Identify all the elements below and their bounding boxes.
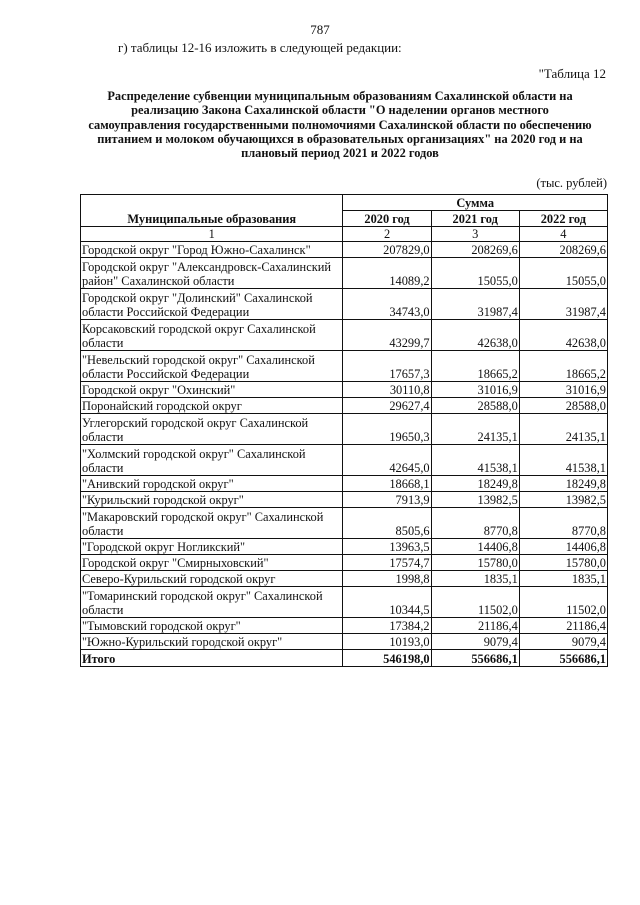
value-2021: 31016,9 (431, 382, 519, 398)
table-row (81, 618, 608, 634)
value-2022: 24135,1 (519, 414, 607, 445)
municipality-name: "Городской округ Ногликский" (81, 539, 343, 555)
municipality-name: "Тымовский городской округ" (81, 618, 343, 634)
value-2020: 42645,0 (343, 445, 431, 476)
value-2022: 9079,4 (519, 634, 607, 650)
value-2020: 19650,3 (343, 414, 431, 445)
value-2022: 21186,4 (519, 618, 607, 634)
table-row (81, 382, 608, 398)
value-2021: 21186,4 (431, 618, 519, 634)
value-2021: 14406,8 (431, 539, 519, 555)
table-row (81, 539, 608, 555)
municipality-name: "Холмский городской округ" Сахалинской области (81, 445, 343, 476)
total-label: Итого (81, 650, 343, 667)
value-2020: 17657,3 (343, 351, 431, 382)
value-2022: 14406,8 (519, 539, 607, 555)
column-number: 4 (519, 227, 607, 242)
municipality-name: "Невельский городской округ" Сахалинской области Российской Федерации (81, 351, 343, 382)
municipality-name: "Макаровский городской округ" Сахалинской области (81, 508, 343, 539)
municipality-name: "Анивский городской округ" (81, 476, 343, 492)
municipality-name: "Южно-Курильский городской округ" (81, 634, 343, 650)
value-2020: 14089,2 (343, 258, 431, 289)
table-row (81, 555, 608, 571)
table-row (81, 258, 608, 289)
value-2021: 24135,1 (431, 414, 519, 445)
total-row (81, 650, 608, 667)
value-2021: 15055,0 (431, 258, 519, 289)
value-2022: 8770,8 (519, 508, 607, 539)
table-row (81, 242, 608, 258)
value-2021: 11502,0 (431, 587, 519, 618)
table-row (81, 634, 608, 650)
value-2020: 34743,0 (343, 289, 431, 320)
value-2021: 42638,0 (431, 320, 519, 351)
value-2021: 41538,1 (431, 445, 519, 476)
value-2021: 208269,6 (431, 242, 519, 258)
page-number: 787 (310, 22, 330, 37)
header-year-2022: 2022 год (519, 211, 607, 227)
table-row (81, 398, 608, 414)
value-2022: 13982,5 (519, 492, 607, 508)
table-row (81, 492, 608, 508)
value-2022: 208269,6 (519, 242, 607, 258)
value-2020: 43299,7 (343, 320, 431, 351)
value-2020: 30110,8 (343, 382, 431, 398)
municipality-name: Городской округ "Смирныховский" (81, 555, 343, 571)
value-2020: 13963,5 (343, 539, 431, 555)
municipality-name: Городской округ "Александровск-Сахалинский район" Сахалинской области (81, 258, 343, 289)
value-2020: 10344,5 (343, 587, 431, 618)
municipality-name: Углегорский городской округ Сахалинской области (81, 414, 343, 445)
value-2021: 15780,0 (431, 555, 519, 571)
table-row (81, 476, 608, 492)
header-year-2020: 2020 год (343, 211, 431, 227)
subvention-table (80, 194, 608, 667)
municipality-name: Городской округ "Охинский" (81, 382, 343, 398)
header-municipalities: Муниципальные образования (81, 195, 343, 227)
municipality-name: Городской округ "Долинский" Сахалинской области Российской Федерации (81, 289, 343, 320)
value-2021: 28588,0 (431, 398, 519, 414)
total-2020: 546198,0 (343, 650, 431, 667)
value-2021: 31987,4 (431, 289, 519, 320)
value-2022: 18249,8 (519, 476, 607, 492)
table-row (81, 289, 608, 320)
value-2020: 18668,1 (343, 476, 431, 492)
table-row (81, 320, 608, 351)
value-2022: 31016,9 (519, 382, 607, 398)
value-2020: 10193,0 (343, 634, 431, 650)
value-2021: 1835,1 (431, 571, 519, 587)
value-2021: 9079,4 (431, 634, 519, 650)
table-row (81, 571, 608, 587)
value-2022: 31987,4 (519, 289, 607, 320)
table-row (81, 508, 608, 539)
total-2021: 556686,1 (431, 650, 519, 667)
value-2022: 28588,0 (519, 398, 607, 414)
value-2022: 1835,1 (519, 571, 607, 587)
municipality-name: Поронайский городской округ (81, 398, 343, 414)
units-label: (тыс. рублей) (536, 176, 607, 190)
value-2021: 13982,5 (431, 492, 519, 508)
value-2020: 1998,8 (343, 571, 431, 587)
value-2020: 207829,0 (343, 242, 431, 258)
municipality-name: Корсаковский городской округ Сахалинской области (81, 320, 343, 351)
municipality-name: "Курильский городской округ" (81, 492, 343, 508)
header-year-2021: 2021 год (431, 211, 519, 227)
value-2022: 15780,0 (519, 555, 607, 571)
table-reference: "Таблица 12 (538, 66, 606, 81)
value-2020: 8505,6 (343, 508, 431, 539)
column-number: 3 (431, 227, 519, 242)
table-row (81, 351, 608, 382)
value-2021: 8770,8 (431, 508, 519, 539)
value-2022: 11502,0 (519, 587, 607, 618)
value-2022: 18665,2 (519, 351, 607, 382)
value-2020: 7913,9 (343, 492, 431, 508)
intro-text: г) таблицы 12-16 изложить в следующей редакции: (118, 40, 402, 55)
value-2020: 29627,4 (343, 398, 431, 414)
header-sum: Сумма (343, 195, 608, 211)
column-number: 2 (343, 227, 431, 242)
value-2020: 17574,7 (343, 555, 431, 571)
value-2020: 17384,2 (343, 618, 431, 634)
table-row (81, 414, 608, 445)
municipality-name: Городской округ "Город Южно-Сахалинск" (81, 242, 343, 258)
value-2021: 18249,8 (431, 476, 519, 492)
document-title: Распределение субвенции муниципальным образованиям Сахалинской области на реализацию Закона Сахалинской области "О наделении органов местного самоуправления государственными полномочиями Сахалинской области по обеспечению питанием и молоком обучающихся в образовательных организациях" на 2020 год и на плановый период 2021 и 2022 годов (88, 89, 592, 161)
table-row (81, 445, 608, 476)
value-2021: 18665,2 (431, 351, 519, 382)
table-row (81, 587, 608, 618)
value-2022: 42638,0 (519, 320, 607, 351)
value-2022: 15055,0 (519, 258, 607, 289)
municipality-name: Северо-Курильский городской округ (81, 571, 343, 587)
total-2022: 556686,1 (519, 650, 607, 667)
column-number: 1 (81, 227, 343, 242)
municipality-name: "Томаринский городской округ" Сахалинской области (81, 587, 343, 618)
value-2022: 41538,1 (519, 445, 607, 476)
